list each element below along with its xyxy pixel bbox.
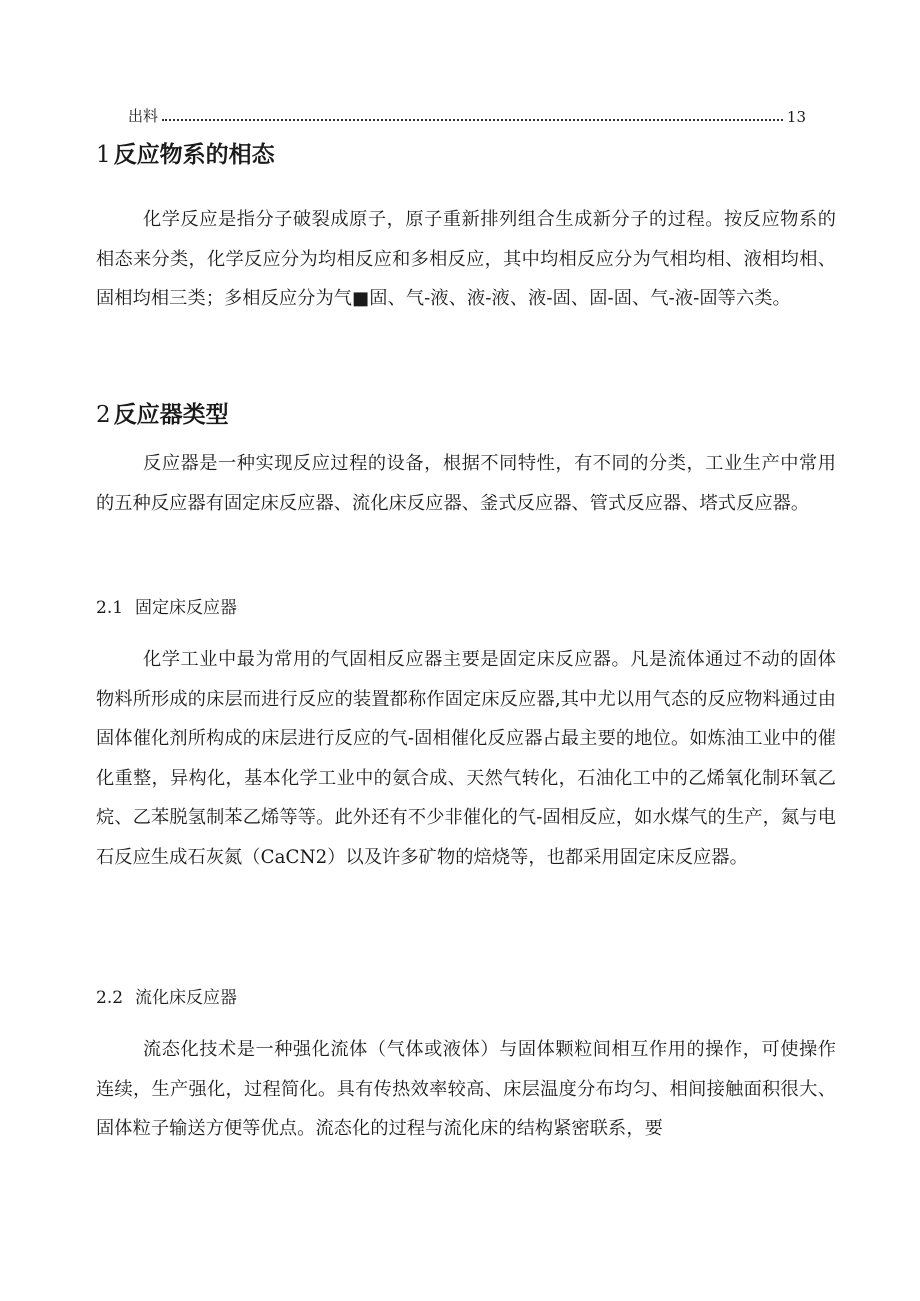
subsection-2-2-title: 流化床反应器: [135, 988, 238, 1008]
subsection-2-1-number: 2.1: [96, 598, 124, 618]
subsection-2-2-paragraph: 流态化技术是一种强化流体（气体或液体）与固体颗粒间相互作用的操作，可使操作连续，生产强化，过程简化。具有传热效率较高、床层温度分布均匀、相间接触面积很大、固体粒子输送方便等优点。流态化的过程与流化床的结构紧密联系，要: [96, 1039, 836, 1139]
subsection-2-2-number: 2.2: [96, 988, 124, 1008]
subsection-2-1-title: 固定床反应器: [135, 598, 238, 618]
toc-entry[interactable]: [128, 104, 806, 126]
toc-dot-leader: [162, 118, 783, 121]
section-2-heading: [96, 400, 229, 430]
section-1-title: 反应物系的相态: [113, 142, 275, 168]
section-2-number: 2: [96, 402, 111, 428]
section-2-title: 反应器类型: [113, 402, 229, 428]
section-1-paragraph: 化学反应是指分子破裂成原子，原子重新排列组合生成新分子的过程。按反应物系的相态来分类，化学反应分为均相反应和多相反应，其中均相反应分为气相均相、液相均相、固相均相三类；多相反应分为气■固、气-液、液-液、液-固、固-固、气-液-固等六类。: [96, 209, 836, 309]
subsection-2-1-paragraph: 化学工业中最为常用的气固相反应器主要是固定床反应器。凡是流体通过不动的固体物料所形成的床层而进行反应的装置都称作固定床反应器,其中尤以用气态的反应物料通过由固体催化剂所构成的床层进行反应的气-固相催化反应器占最主要的地位。如炼油工业中的催化重整，异构化，基本化学工业中的氨合成、天然气转化，石油化工中的乙烯氧化制环氧乙烷、乙苯脱氢制苯乙烯等等。此外还有不少非催化的气-固相反应，如水煤气的生产，氮与电石反应生成石灰氮（CaCN2）以及许多矿物的焙烧等，也都采用固定床反应器。: [96, 649, 836, 868]
section-1-number: 1: [96, 142, 111, 168]
section-2-paragraph: 反应器是一种实现反应过程的设备，根据不同特性，有不同的分类，工业生产中常用的五种反应器有固定床反应器、流化床反应器、釜式反应器、管式反应器、塔式反应器。: [96, 453, 836, 514]
subsection-2-2-heading: [96, 986, 237, 1010]
section-1-heading: [96, 140, 275, 170]
subsection-2-1-heading: [96, 596, 237, 620]
toc-entry-page: 13: [786, 108, 806, 126]
toc-entry-label: 出料: [128, 107, 159, 125]
